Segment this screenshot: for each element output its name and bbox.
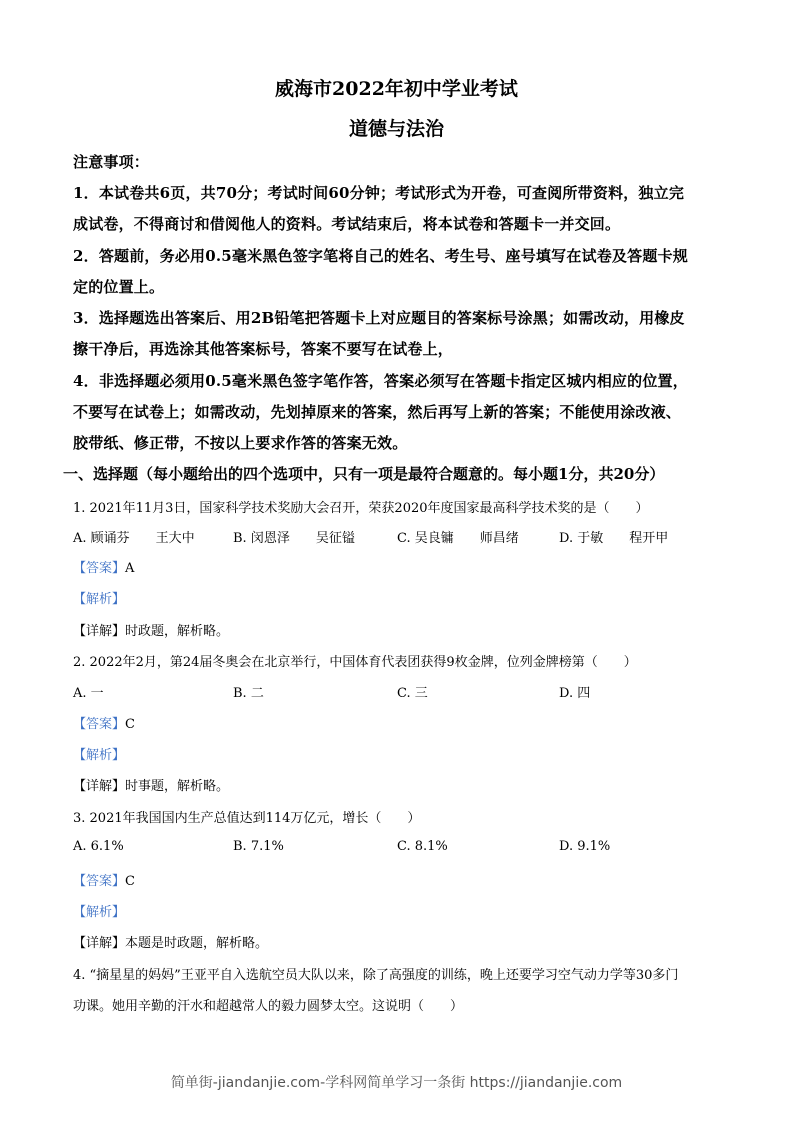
answer-value: A: [125, 561, 135, 576]
notice-heading: 注意事项：: [73, 153, 150, 171]
analysis-tag: 【解析】: [73, 592, 126, 607]
analysis-line: [73, 901, 125, 920]
detail-text: 本题是时政题，解析略。: [125, 936, 269, 951]
option-c: C. 吴良镛 师昌绪: [397, 531, 519, 546]
option-b: B. 闵恩泽 吴征镒: [233, 531, 355, 546]
option-b: B. 7.1%: [233, 839, 284, 854]
notice-line: 成试卷，不得商讨和借阅他人的资料。考试结束后，将本试卷和答题卡一并交回。: [73, 215, 621, 233]
exam-subject: 道德与法治: [348, 118, 444, 140]
option-c: C. 8.1%: [397, 839, 448, 854]
option-b: B. 二: [233, 686, 264, 701]
analysis-line: [73, 744, 125, 763]
analysis-tag: 【解析】: [73, 905, 126, 920]
question-stem: 1. 2021年11月3日，国家科学技术奖励大会召开，荣获2020年度国家最高科学技术奖的是（ ）: [73, 501, 649, 516]
notice-line: 4．非选择题必须用0.5毫米黑色签字笔作答，答案必须写在答题卡指定区城内相应的位置，: [73, 372, 688, 390]
question-stem: 2. 2022年2月，第24届冬奥会在北京举行，中国体育代表团获得9枚金牌，位列金牌榜第（ ）: [73, 655, 637, 670]
notice-line: 3．选择题选出答案后、用2B铅笔把答题卡上对应题目的答案标号涂黑；如需改动，用橡皮: [73, 309, 685, 327]
question-stem: 4. “摘星星的妈妈”王亚平自入选航空员大队以来，除了高强度的训练，晚上还要学习空气动力学等30多门: [73, 968, 679, 983]
option-c: C. 三: [397, 686, 428, 701]
option-d: D. 四: [559, 686, 591, 701]
exam-title: 威海市2022年初中学业考试: [275, 78, 518, 100]
notice-line: 擦干净后，再选涂其他答案标号，答案不要写在试卷上，: [73, 340, 454, 358]
detail-text: 时政题，解析略。: [125, 624, 230, 639]
option-a: A. 一: [73, 686, 104, 701]
analysis-tag: 【解析】: [73, 748, 126, 763]
option-a: A. 顾诵芬 王大中: [73, 531, 195, 546]
notice-line: 不要写在试卷上；如需改动，先划掉原来的答案，然后再写上新的答案；不能使用涂改液、: [73, 403, 682, 421]
section-heading: 一、选择题（每小题给出的四个选项中，只有一项是最符合题意的。每小题1分，共20分）: [63, 465, 665, 483]
answer-line: [73, 713, 135, 732]
detail-line: [73, 620, 229, 639]
option-d: D. 于敏 程开甲: [559, 531, 669, 546]
detail-line: [73, 775, 229, 794]
detail-text: 时事题，解析略。: [125, 779, 230, 794]
detail-tag: 【详解】: [73, 936, 126, 951]
option-d: D. 9.1%: [559, 839, 611, 854]
answer-tag: 【答案】: [73, 561, 126, 576]
detail-line: [73, 932, 268, 951]
answer-tag: 【答案】: [73, 874, 126, 889]
analysis-line: [73, 588, 125, 607]
footer-watermark: 简单街-jiandanjie.com-学科网简单学习一条街 https://jiandanjie.com: [170, 1075, 623, 1091]
answer-line: [73, 870, 135, 889]
notice-line: 定的位置上。: [73, 278, 165, 296]
answer-line: [73, 557, 134, 576]
notice-line: 2．答题前，务必用0.5毫米黑色签字笔将自己的姓名、考生号、座号填写在试卷及答题卡规: [73, 247, 688, 265]
notice-line: 胶带纸、修正带，不按以上要求作答的答案无效。: [73, 434, 408, 452]
detail-tag: 【详解】: [73, 779, 126, 794]
notice-line: 1．本试卷共6页，共70分；考试时间60分钟；考试形式为开卷，可查阅所带资料，独立完: [73, 184, 685, 202]
answer-value: C: [125, 717, 135, 732]
option-a: A. 6.1%: [73, 839, 124, 854]
question-stem-continued: 功课。她用辛勤的汗水和超越常人的毅力圆梦太空。这说明（ ）: [73, 999, 464, 1014]
answer-value: C: [125, 874, 135, 889]
answer-tag: 【答案】: [73, 717, 126, 732]
detail-tag: 【详解】: [73, 624, 126, 639]
question-stem: 3. 2021年我国国内生产总值达到114万亿元，增长（ ）: [73, 811, 421, 826]
